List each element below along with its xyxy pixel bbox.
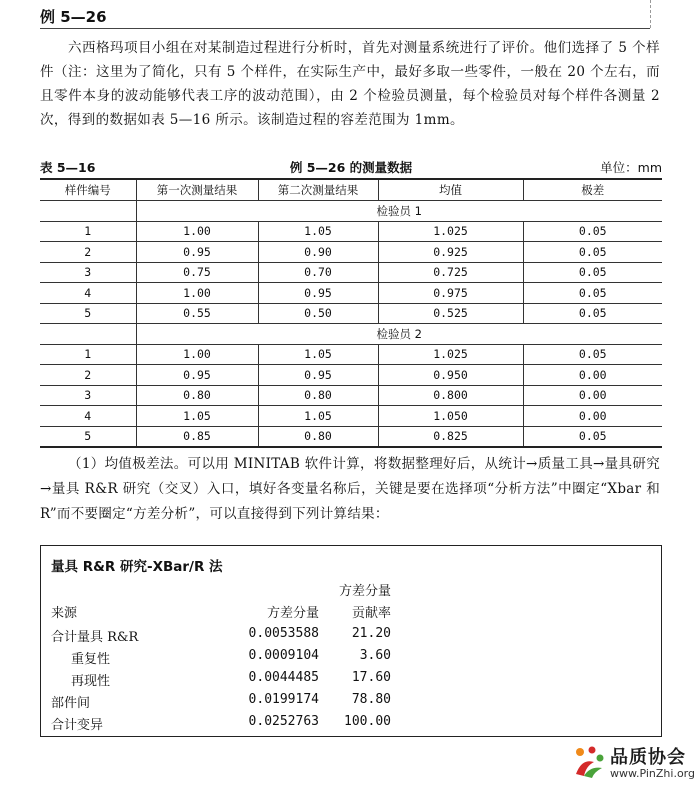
table-body: [40, 201, 662, 448]
table-row: [40, 365, 662, 386]
table-cell: 4: [40, 283, 136, 304]
header-source: 来源: [51, 606, 78, 621]
table-cell: 0.800: [378, 385, 523, 406]
table-cell: 3: [40, 262, 136, 283]
result-row: [51, 670, 651, 692]
result-variance: 0.0009104: [248, 648, 319, 663]
table-row: [40, 242, 662, 263]
measurement-table: [40, 178, 662, 448]
table-cell: 1.05: [258, 406, 378, 427]
table-unit: 单位：mm: [600, 160, 662, 175]
table-cell: 1: [40, 344, 136, 365]
table-number: 表 5—16: [40, 160, 96, 175]
table-cell: 0.95: [258, 283, 378, 304]
table-row: [40, 303, 662, 324]
table-cell: 4: [40, 406, 136, 427]
table-cell: 0.95: [258, 365, 378, 386]
table-cell: 0.05: [523, 221, 662, 242]
result-row: [51, 648, 651, 670]
table-cell: 1.05: [136, 406, 258, 427]
table-cell: 0.05: [523, 303, 662, 324]
table-cell: 2: [40, 242, 136, 263]
header-variance-line1: 方差分量: [338, 584, 391, 599]
table-row: [40, 221, 662, 242]
group-blank-cell: [40, 201, 136, 222]
table-row: [40, 385, 662, 406]
table-cell: 0.85: [136, 426, 258, 447]
table-cell: 0.70: [258, 262, 378, 283]
header-contribution: 贡献率: [351, 606, 391, 621]
result-header-row-1: [51, 580, 651, 602]
table-row: [40, 406, 662, 427]
table-cell: 0.05: [523, 242, 662, 263]
table-cell: 0.00: [523, 365, 662, 386]
table-cell: 2: [40, 365, 136, 386]
table-cell: 0.50: [258, 303, 378, 324]
table-cell: 0.05: [523, 262, 662, 283]
header-cell: 第二次测量结果: [258, 179, 378, 201]
result-box: [40, 545, 662, 737]
table-title: 例 5—26 的测量数据: [289, 160, 413, 175]
result-variance: 0.0044485: [248, 670, 319, 685]
result-header-row-2: [51, 602, 651, 624]
table-cell: 0.925: [378, 242, 523, 263]
result-contribution: 3.60: [359, 648, 391, 663]
table-cell: 1.00: [136, 283, 258, 304]
result-source: 合计变异: [51, 718, 104, 733]
table-header-row: [40, 179, 662, 201]
table-cell: 0.80: [136, 385, 258, 406]
result-contribution: 100.00: [344, 714, 391, 729]
table-cell: 0.525: [378, 303, 523, 324]
header-variance: 方差分量: [266, 606, 319, 621]
result-contribution: 21.20: [351, 626, 391, 641]
margin-rule: [650, 0, 651, 28]
inspector-group-label: 检验员 1: [136, 201, 662, 222]
table-cell: 0.05: [523, 344, 662, 365]
intro-paragraph: 六西格玛项目小组在对某制造过程进行分析时，首先对测量系统进行了评价。他们选择了 5 个样件（注：这里为了简化，只有 5 个样件，在实际生产中，最好多取一些零件，一般在 20 个左右，而且零件本身的波动能够代表工序的波动范围），由 2 个检验员测量，每个检验员对每个样件各测量 2 次，得到的数据如表 5—16 所示。该制造过程的容差范围为 1mm。: [40, 40, 660, 128]
table-cell: 0.975: [378, 283, 523, 304]
table-cell: 0.75: [136, 262, 258, 283]
result-row: [51, 714, 651, 736]
table-caption: [40, 158, 662, 176]
result-row: [51, 626, 651, 648]
watermark-url: www.PinZhi.org: [610, 767, 695, 780]
result-source: 再现性: [71, 674, 111, 689]
group-header-row: [40, 324, 662, 345]
table-row: [40, 262, 662, 283]
result-row: [51, 692, 651, 714]
table-cell: 0.80: [258, 426, 378, 447]
pinzhi-logo-icon: [570, 744, 608, 780]
table-cell: 0.950: [378, 365, 523, 386]
inspector-group-label: 检验员 2: [136, 324, 662, 345]
table-cell: 1.00: [136, 221, 258, 242]
header-cell: 均值: [378, 179, 523, 201]
table-cell: 0.95: [136, 242, 258, 263]
header-cell: 样件编号: [40, 179, 136, 201]
method-paragraph: （1）均值极差法。可以用 MINITAB 软件计算，将数据整理好后，从统计→质量工具→量具研究→量具 R&R 研究（交叉）入口，填好各变量名称后，关键是要在选择项“分析方法”中圈定“Xbar 和 R”而不要圈定“方差分析”，可以直接得到下列计算结果：: [40, 456, 660, 522]
table-row: [40, 283, 662, 304]
table-cell: 5: [40, 303, 136, 324]
table-cell: 0.95: [136, 365, 258, 386]
table-cell: 1.025: [378, 344, 523, 365]
table-cell: 1.00: [136, 344, 258, 365]
table-cell: 1: [40, 221, 136, 242]
table-cell: 0.05: [523, 283, 662, 304]
table-row: [40, 344, 662, 365]
table-cell: 5: [40, 426, 136, 447]
table-row: [40, 426, 662, 447]
table-cell: 0.90: [258, 242, 378, 263]
watermark-name: 品质协会: [610, 747, 686, 768]
table-cell: 0.725: [378, 262, 523, 283]
table-cell: 0.825: [378, 426, 523, 447]
table-cell: 3: [40, 385, 136, 406]
result-source: 重复性: [71, 652, 111, 667]
result-title: 量具 R&R 研究-XBar/R 法: [51, 559, 223, 575]
table-cell: 1.025: [378, 221, 523, 242]
watermark-logo: [570, 742, 695, 784]
group-blank-cell: [40, 324, 136, 345]
example-title: 例 5—26: [40, 8, 107, 26]
table-cell: 1.050: [378, 406, 523, 427]
header-cell: 第一次测量结果: [136, 179, 258, 201]
table-cell: 1.05: [258, 344, 378, 365]
table-cell: 0.00: [523, 406, 662, 427]
result-source: 部件间: [51, 696, 91, 711]
table-cell: 0.05: [523, 426, 662, 447]
title-rule: [40, 28, 650, 29]
result-contribution: 78.80: [351, 692, 391, 707]
result-source: 合计量具 R&R: [51, 630, 139, 645]
header-cell: 极差: [523, 179, 662, 201]
group-header-row: [40, 201, 662, 222]
result-contribution: 17.60: [351, 670, 391, 685]
table-cell: 0.00: [523, 385, 662, 406]
table-cell: 0.80: [258, 385, 378, 406]
result-variance: 0.0199174: [248, 692, 319, 707]
result-variance: 0.0053588: [248, 626, 319, 641]
result-variance: 0.0252763: [248, 714, 319, 729]
table-cell: 0.55: [136, 303, 258, 324]
table-cell: 1.05: [258, 221, 378, 242]
